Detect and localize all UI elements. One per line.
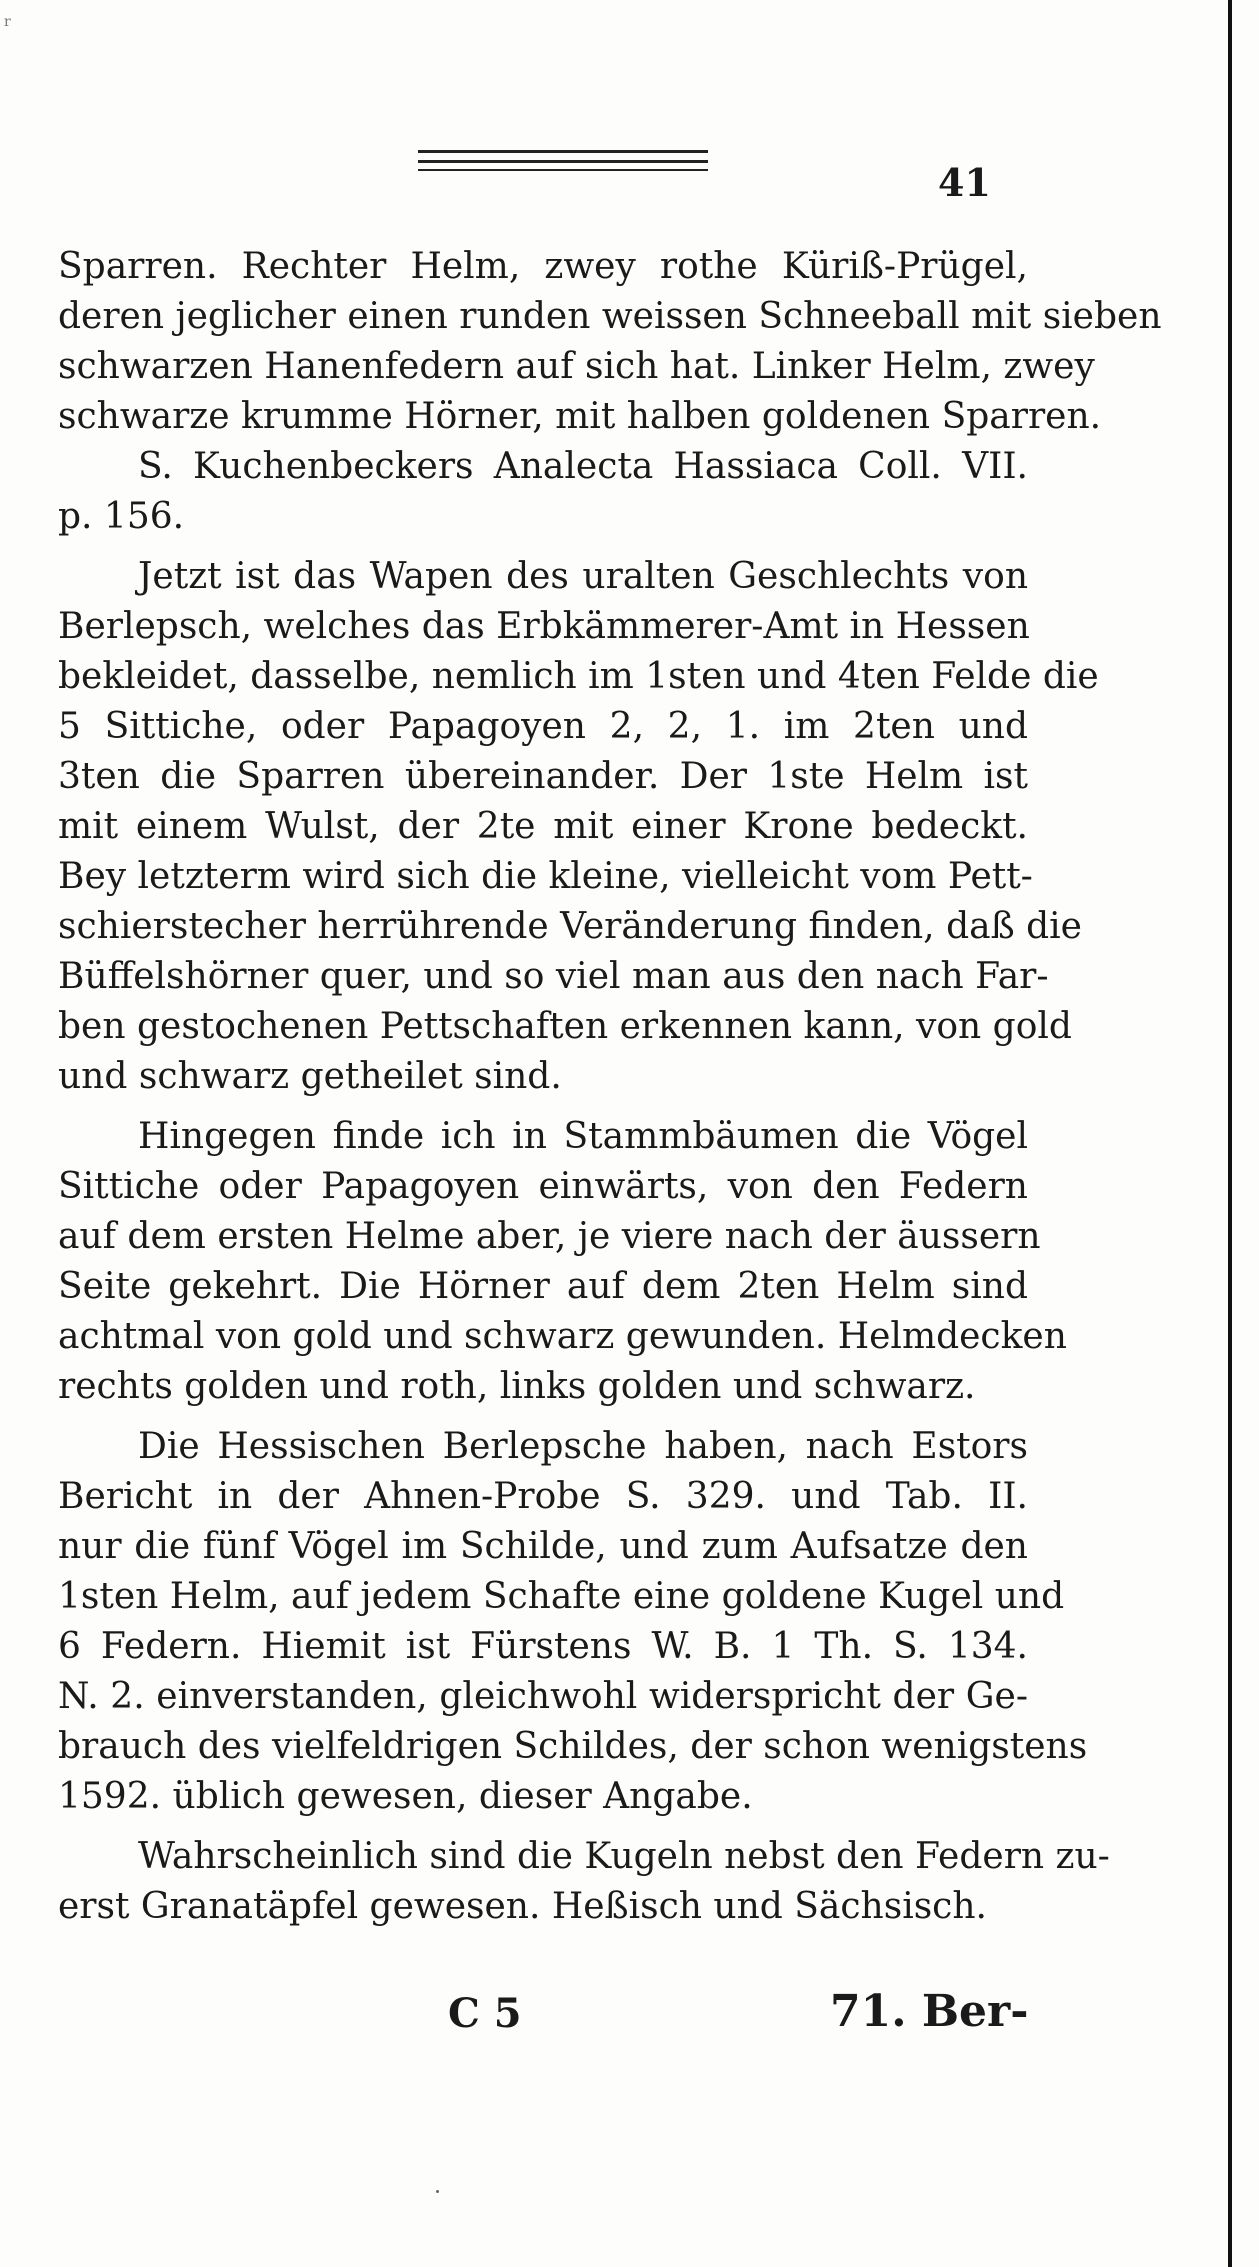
text-line: schwarze krumme Hörner, mit halben goldenen Sparren. — [58, 396, 1102, 437]
text-line: rechts golden und roth, links golden und schwarz. — [58, 1366, 976, 1407]
paragraph-gap — [58, 1412, 1028, 1422]
page-edge — [1228, 0, 1232, 2267]
text-line: 1sten Helm, auf jedem Schafte eine goldene Kugel und — [58, 1576, 1065, 1617]
text-line: Büffelshörner quer, und so viel man aus den nach Far- — [58, 956, 1049, 997]
text-line: brauch des vielfeldrigen Schildes, der schon wenigstens — [58, 1726, 1088, 1767]
text-line: achtmal von gold und schwarz gewunden. Helmdecken — [58, 1316, 1067, 1357]
text-line: auf dem ersten Helme aber, je viere nach der äussern — [58, 1216, 1041, 1257]
text-line: deren jeglicher einen runden weissen Schneeball mit sieben — [58, 296, 1162, 337]
text-line: erst Granatäpfel gewesen. Heßisch und Sächsisch. — [58, 1886, 987, 1927]
citation-line: p. 156. — [58, 496, 185, 537]
text-line: Bey letzterm wird sich die kleine, vielleicht vom Pett- — [58, 856, 1033, 897]
citation-line: S. Kuchenbeckers Analecta Hassiaca Coll. VII. — [138, 446, 1028, 487]
text-line: 3ten die Sparren übereinander. Der 1ste Helm ist — [58, 756, 1028, 797]
header-rule-middle — [418, 160, 708, 163]
paragraph-start: Wahrscheinlich sind die Kugeln nebst den Federn zu- — [138, 1836, 1110, 1877]
page-number: 41 — [938, 160, 991, 205]
paragraph-start: Die Hessischen Berlepsche haben, nach Estors — [138, 1426, 1028, 1467]
text-line: ben gestochenen Pettschaften erkennen kann, von gold — [58, 1006, 1072, 1047]
paragraph-gap — [58, 1102, 1028, 1112]
text-line: schierstecher herrührende Veränderung finden, daß die — [58, 906, 1082, 947]
text-line: 1592. üblich gewesen, dieser Angabe. — [58, 1776, 753, 1817]
text-line: N. 2. einverstanden, gleichwohl widerspricht der Ge- — [58, 1676, 1028, 1717]
corner-mark: r — [4, 14, 11, 30]
catchword: 71. Ber- — [830, 1986, 1029, 2037]
body-text — [58, 242, 1162, 1932]
text-line: nur die fünf Vögel im Schilde, und zum Aufsatze den — [58, 1526, 1028, 1567]
text-line: schwarzen Hanenfedern auf sich hat. Linker Helm, zwey — [58, 346, 1095, 387]
text-line: Seite gekehrt. Die Hörner auf dem 2ten Helm sind — [58, 1266, 1028, 1307]
text-line: und schwarz getheilet sind. — [58, 1056, 562, 1097]
text-line: Sparren. Rechter Helm, zwey rothe Küriß-Prügel, — [58, 246, 1028, 287]
text-line: Berlepsch, welches das Erbkämmerer-Amt in Hessen — [58, 606, 1030, 647]
text-line: 6 Federn. Hiemit ist Fürstens W. B. 1 Th. S. 134. — [58, 1626, 1028, 1667]
paragraph-start: Jetzt ist das Wapen des uralten Geschlechts von — [138, 556, 1028, 597]
header-rule-top — [418, 150, 708, 153]
text-line: bekleidet, dasselbe, nemlich im 1sten und 4ten Felde die — [58, 656, 1099, 697]
text-line: mit einem Wulst, der 2te mit einer Krone bedeckt. — [58, 806, 1028, 847]
paragraph-gap — [58, 542, 1028, 552]
signature-mark: C 5 — [448, 1990, 522, 2037]
paragraph-start: Hingegen finde ich in Stammbäumen die Vögel — [138, 1116, 1028, 1157]
paragraph-gap — [58, 1822, 1028, 1832]
paper-speck — [436, 2190, 439, 2193]
text-line: Sittiche oder Papagoyen einwärts, von den Federn — [58, 1166, 1028, 1207]
header-rule-bottom — [418, 169, 708, 171]
text-line: Bericht in der Ahnen-Probe S. 329. und Tab. II. — [58, 1476, 1028, 1517]
text-line: 5 Sittiche, oder Papagoyen 2, 2, 1. im 2ten und — [58, 706, 1028, 747]
